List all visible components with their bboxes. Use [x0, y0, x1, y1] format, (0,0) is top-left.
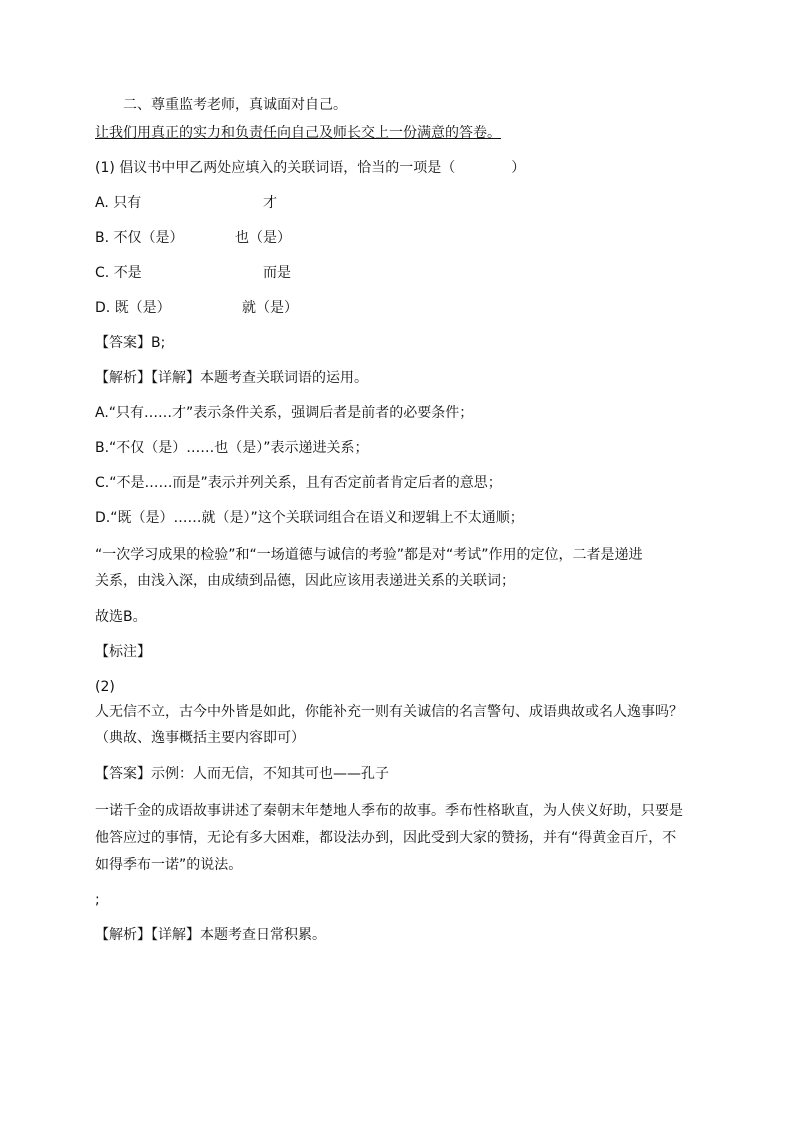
option-a-first: 只有 [113, 195, 142, 211]
q1-stem: (1) 倡议书中甲乙两处应填入的关联词语，恰当的一项是（ ） [95, 160, 526, 176]
explain-d: D.“既（是）……就（是）”这个关联词组合在语义和逻辑上不太通顺； [95, 510, 524, 526]
option-c-letter: C. [95, 265, 110, 281]
option-c [95, 263, 291, 283]
answer-tag: 【答案】 [95, 335, 151, 351]
option-b-first: 不仅（是） [113, 230, 184, 246]
q2-number: (2) [95, 679, 115, 695]
reason-line-2: 关系，由浅入深，由成绩到品德，因此应该用表递进关系的关联词； [95, 573, 515, 589]
q2-analysis-text: 本题考查日常积累。 [200, 927, 326, 943]
story-line-1: 一诺千金的成语故事讲述了秦朝末年楚地人季布的故事。季布性格耿直，为人侠义好助，只要是 [95, 803, 683, 819]
option-d [95, 298, 298, 318]
intro-line-2: 让我们用真正的实力和负责任向自己及师长交上一份满意的答卷。 [95, 125, 501, 141]
q2-stem-line-2: （典故、逸事概括主要内容即可） [95, 730, 305, 746]
option-c-second: 而是 [263, 265, 291, 281]
q2-answer-value: 示例：人而无信，不知其可也——孔子 [151, 766, 389, 782]
explain-b: B.“不仅（是）……也（是）”表示递进关系； [95, 440, 369, 456]
q1-answer [95, 333, 165, 353]
semicolon: ; [95, 892, 100, 908]
q1-analysis [95, 368, 368, 388]
answer-value: B; [151, 335, 166, 351]
explain-c: C.“不是……而是”表示并列关系，且有否定前者肯定后者的意思； [95, 475, 502, 491]
option-b-second: 也（是） [235, 230, 291, 246]
option-a [95, 193, 277, 213]
q2-answer-tag: 【答案】 [95, 766, 151, 782]
option-d-letter: D. [95, 300, 111, 316]
option-a-second: 才 [263, 195, 277, 211]
explain-a: A.“只有……才”表示条件关系，强调后者是前者的必要条件； [95, 405, 474, 421]
intro-line-1: 二、尊重监考老师，真诚面对自己。 [123, 97, 347, 113]
analysis-text: 本题考查关联词语的运用。 [200, 370, 368, 386]
option-c-first: 不是 [113, 265, 142, 281]
option-d-second: 就（是） [242, 300, 298, 316]
q2-analysis-tag: 【解析】【详解】 [95, 927, 200, 943]
story-line-2: 他答应过的事情，无论有多大困难，都设法办到，因此受到大家的赞扬，并有“得黄金百斤，不 [95, 830, 677, 846]
q2-analysis [95, 925, 326, 945]
conclusion: 故选B。 [95, 609, 147, 625]
option-a-letter: A. [95, 195, 109, 211]
option-b [95, 228, 291, 248]
option-b-letter: B. [95, 230, 110, 246]
q2-answer [95, 764, 389, 784]
reason-line-1: “一次学习成果的检验”和“一场道德与诚信的考验”都是对“考试”作用的定位，二者是递进 [95, 547, 643, 563]
analysis-tag: 【解析】【详解】 [95, 370, 200, 386]
note-tag: 【标注】 [95, 644, 151, 660]
option-d-first: 既（是） [114, 300, 171, 316]
q2-stem-line-1: 人无信不立，古今中外皆是如此，你能补充一则有关诚信的名言警句、成语典故或名人逸事吗？ [95, 704, 683, 720]
story-line-3: 如得季布一诺”的说法。 [95, 857, 243, 873]
